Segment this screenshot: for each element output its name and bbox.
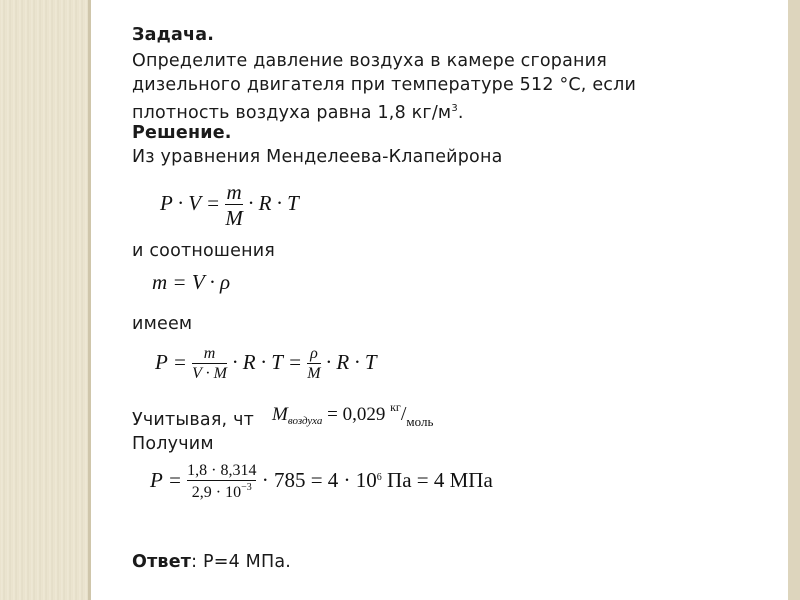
answer-line [132, 551, 291, 573]
molar-unit-numerator: кг [390, 400, 401, 414]
task-heading: Задача. [132, 25, 215, 45]
eq4-mid: · 785 = 4 · 10 [261, 468, 377, 493]
equation-pressure [155, 345, 377, 384]
solution-heading: Решение. [132, 123, 232, 143]
molar-unit-denominator: моль [406, 414, 434, 429]
answer-label: Ответ [132, 552, 192, 572]
eq1-rhs: · R · T [248, 190, 299, 215]
left-divider [88, 0, 91, 600]
answer-value: : Р=4 МПа. [191, 552, 292, 572]
task-line-2: дизельного двигателя при температуре 512 °С, если [132, 75, 637, 95]
molar-subscript: воздуха [287, 415, 323, 427]
eq4-lhs: P = [150, 468, 182, 493]
and-ratio-text: и соотношения [132, 241, 276, 261]
equation-mass: m = V · ρ [152, 270, 231, 294]
eq3-fraction-1 [192, 345, 227, 384]
eq1-fraction [225, 180, 243, 230]
eq4-denominator-base: 2,9 · 10 [191, 484, 242, 502]
eq3-rhs: · R · T [325, 350, 377, 375]
we-get-text: Получим [132, 434, 214, 454]
task-line-3-superscript: 3 [451, 103, 458, 114]
molar-value: = 0,029 [327, 404, 386, 425]
eq4-denominator [187, 480, 256, 502]
task-line-3-end: . [457, 103, 464, 123]
right-decorative-stripe [788, 0, 800, 600]
left-decorative-stripe [0, 0, 90, 600]
equation-result [150, 462, 493, 503]
task-line-3-text: плотность воздуха равна 1,8 кг/м [132, 103, 452, 123]
eq1-lhs: P · V = [160, 190, 221, 215]
task-line-1: Определите давление воздуха в камере сгорания [132, 51, 607, 71]
eq3-numerator-1: m [203, 345, 216, 362]
we-have-text: имеем [132, 314, 193, 334]
eq4-denominator-exponent: −3 [241, 482, 252, 494]
considering-text: Учитывая, чт [132, 410, 255, 430]
eq1-denominator: M [225, 206, 243, 231]
molar-symbol: M [272, 404, 288, 425]
eq3-numerator-2: ρ [310, 345, 318, 362]
solution-intro: Из уравнения Менделеева-Клапейрона [132, 147, 503, 167]
eq4-fraction [187, 462, 256, 503]
eq4-exponent: 6 [376, 472, 382, 484]
task-line-3 [132, 98, 464, 124]
eq3-denominator-1: V · M [192, 365, 227, 383]
eq1-numerator: m [226, 180, 242, 204]
eq3-fraction-2 [307, 345, 320, 384]
molar-mass-expression: $M_{воздуха} = 0,029$ $^{кг}/_{моль}$ [272, 400, 434, 429]
eq3-denominator-2: M [307, 365, 321, 383]
equation-clapeyron [160, 180, 299, 230]
eq4-numerator: 1,8 · 8,314 [187, 462, 257, 479]
eq3-mid: · R · T = [232, 350, 302, 375]
eq4-unit: Па = 4 МПа [381, 468, 493, 493]
eq3-lhs: P = [155, 350, 187, 375]
